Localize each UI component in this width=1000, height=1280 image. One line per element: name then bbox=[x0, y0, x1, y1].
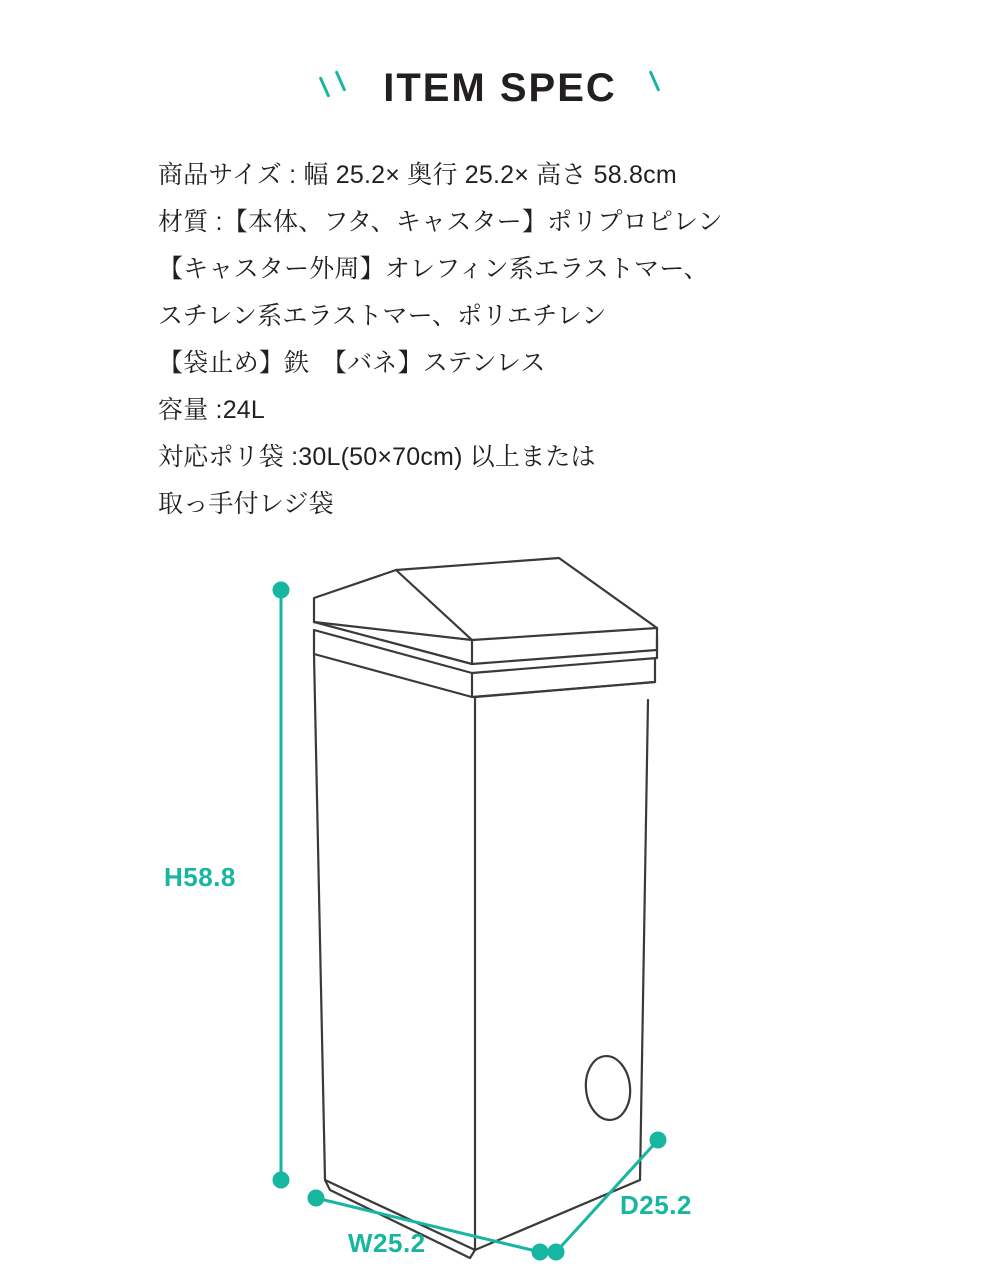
page-header bbox=[0, 56, 1000, 120]
dimension-label-depth: D25.2 bbox=[620, 1190, 692, 1220]
spec-line-bagclip: 【袋止め】鉄 【バネ】ステンレス bbox=[158, 349, 546, 377]
spec-text-block bbox=[158, 152, 878, 528]
dimension-lines bbox=[274, 583, 665, 1259]
dimension-label-height: H58.8 bbox=[164, 862, 236, 892]
spec-line-size: 商品サイズ : 幅 25.2× 奥行 25.2× 高さ 58.8cm bbox=[158, 161, 677, 189]
dimension-diagram bbox=[0, 540, 1000, 1280]
slash-decoration-right bbox=[643, 64, 681, 112]
spec-line-caster: 【キャスター外周】オレフィン系エラストマー、 bbox=[158, 255, 709, 283]
slash-decoration-left bbox=[319, 64, 357, 112]
spec-line-bagsize: 対応ポリ袋 :30L(50×70cm) 以上または bbox=[158, 443, 596, 471]
spec-line-material: 材質 :【本体、フタ、キャスター】ポリプロピレン bbox=[158, 208, 723, 236]
spec-line-capacity: 容量 :24L bbox=[158, 396, 266, 424]
page-title: ITEM SPEC bbox=[383, 66, 617, 110]
spec-line-bagtype: 取っ手付レジ袋 bbox=[158, 490, 334, 518]
dimension-label-width: W25.2 bbox=[348, 1228, 426, 1258]
trash-can-illustration bbox=[314, 558, 657, 1258]
spec-line-styrene: スチレン系エラストマー、ポリエチレン bbox=[158, 302, 607, 330]
